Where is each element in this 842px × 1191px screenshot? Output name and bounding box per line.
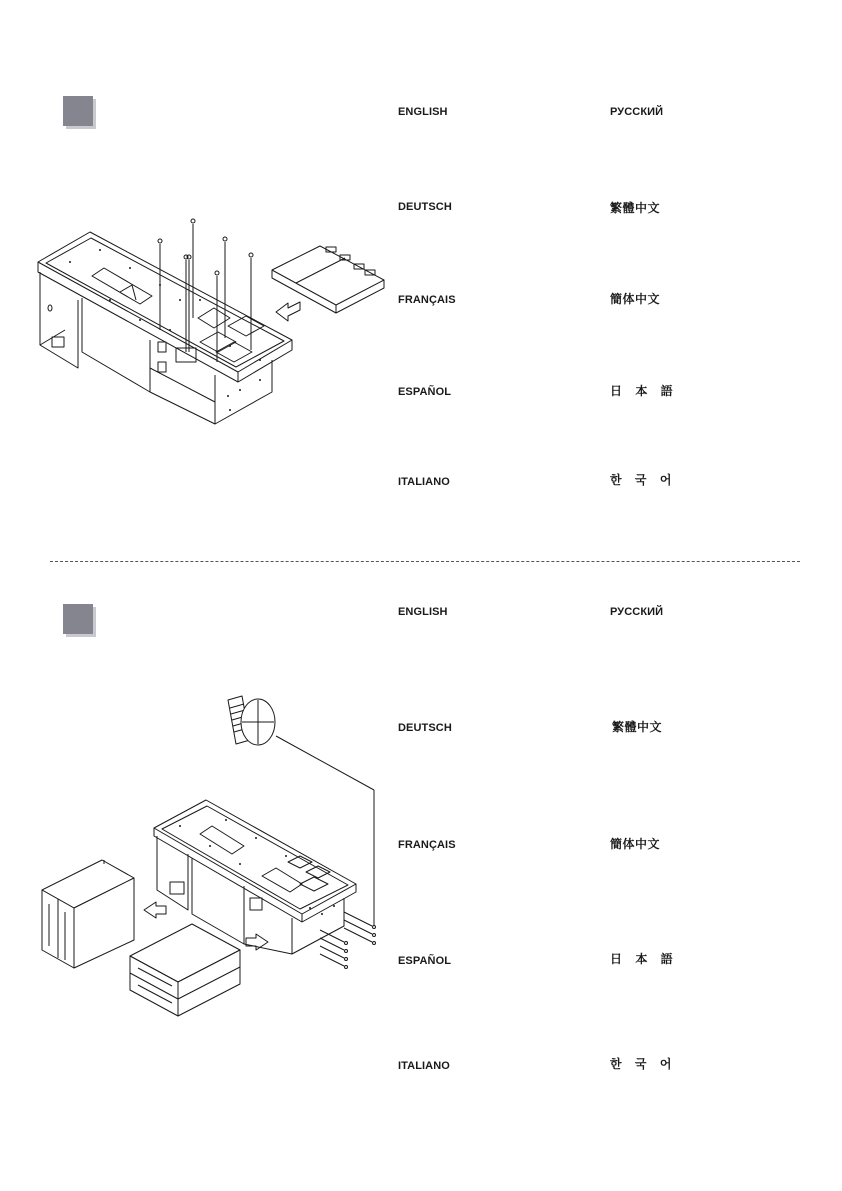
lang-russian-2: РУССКИЙ <box>610 606 664 618</box>
lang-english-2: ENGLISH <box>398 606 448 618</box>
lang-korean-2: 한 국 어 <box>610 1057 677 1071</box>
lang-simp-chinese-2: 簡体中文 <box>610 837 661 851</box>
lang-italian-2: ITALIANO <box>398 1060 450 1072</box>
lang-french-2: FRANÇAIS <box>398 839 456 851</box>
lang-spanish-2: ESPAÑOL <box>398 955 452 967</box>
lang-spanish-1: ESPAÑOL <box>398 386 452 398</box>
optical-drive-pair-left <box>42 860 134 968</box>
lang-trad-chinese-2: 繁體中文 <box>612 720 663 734</box>
lang-simp-chinese-1: 簡体中文 <box>610 292 661 306</box>
lang-german-1: DEUTSCH <box>398 201 452 213</box>
lang-trad-chinese-1: 繁體中文 <box>610 201 661 215</box>
lang-korean-1: 한 국 어 <box>610 473 677 487</box>
lang-russian-1: РУССКИЙ <box>610 106 664 118</box>
lang-italian-1: ITALIANO <box>398 476 450 488</box>
optical-drive-pair-right <box>130 924 240 1016</box>
lang-japanese-2: 日 本 語 <box>610 952 678 966</box>
lang-japanese-1: 日 本 語 <box>610 384 678 398</box>
lang-english-1: ENGLISH <box>398 106 448 118</box>
lang-german-2: DEUTSCH <box>398 722 452 734</box>
lang-french-1: FRANÇAIS <box>398 294 456 306</box>
